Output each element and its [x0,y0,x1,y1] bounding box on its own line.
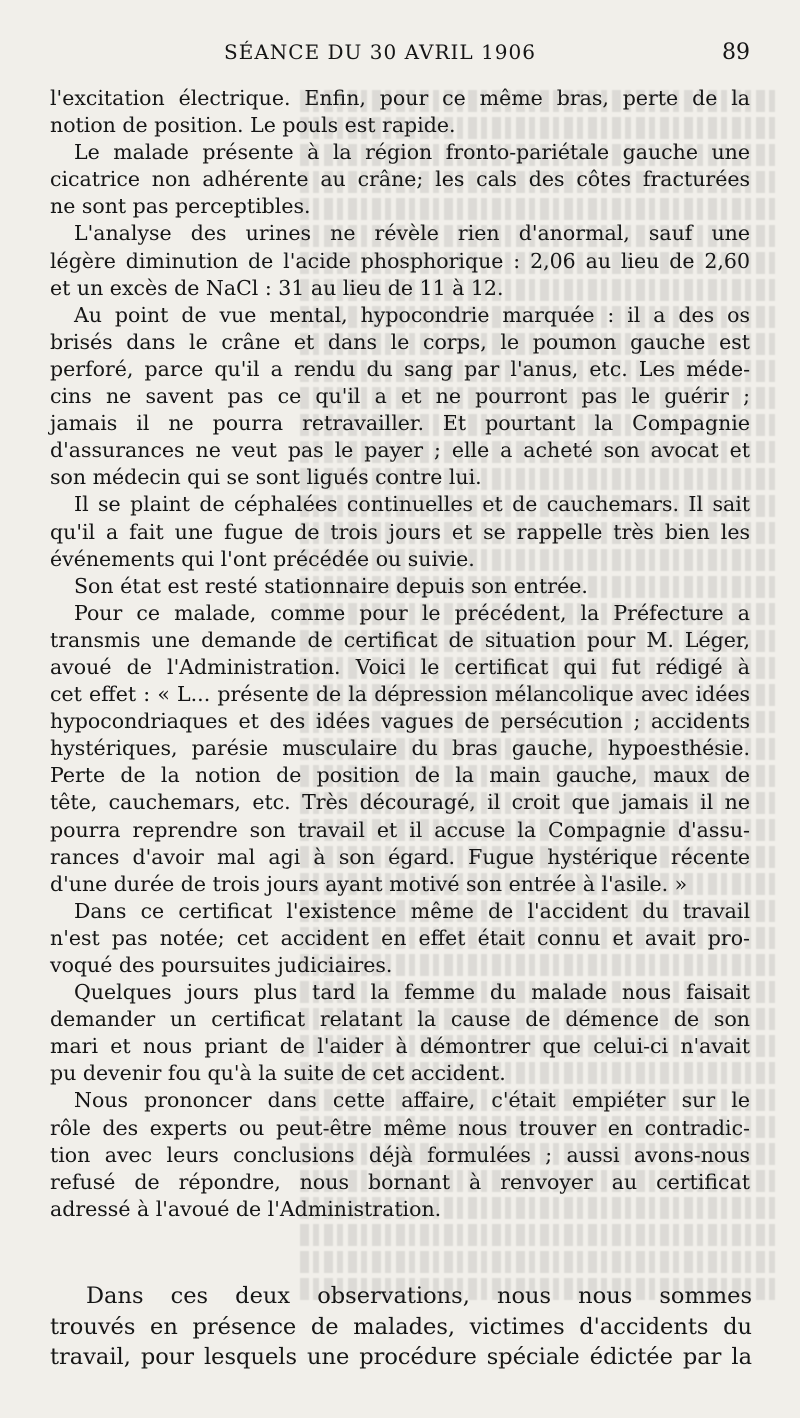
text-line: Pour ce malade, comme pour le précédent, la Préfecture a [74,600,750,625]
text-line: transmis une demande de certificat de situation pour M. Léger, [50,627,750,652]
text-line: Dans ce certificat l'existence même de l'accident du travail [74,898,750,923]
text-line: Au point de vue mental, hypocondrie marquée : il a des os [74,302,750,327]
page-number: 89 [722,40,750,65]
text-line: tête, cauchemars, etc. Très découragé, il croit que jamais il ne [50,790,750,815]
text-line: brisés dans le crâne et dans le corps, le poumon gauche est [50,329,750,354]
text-line: hystériques, parésie musculaire du bras gauche, hypoesthésie. [50,736,750,761]
text-line: Dans ces deux observations, nous nous sommes [86,1283,752,1309]
text-line: cins ne savent pas ce qu'il a et ne pourront pas le guérir ; [50,384,750,409]
text-line: travail, pour lesquels une procédure spéciale édictée par la [50,1344,752,1370]
text-line: cet effet : « L... présente de la dépression mélancolique avec idées [50,682,750,707]
text-line: jamais il ne pourra retravailler. Et pourtant la Compagnie [50,411,750,436]
text-line: avoué de l'Administration. Voici le certificat qui fut rédigé à [50,654,750,679]
text-line: ne sont pas perceptibles. [50,194,311,219]
text-line: Nous prononcer dans cette affaire, c'était empiéter sur le [74,1088,750,1113]
text-line: légère diminution de l'acide phosphorique : 2,06 au lieu de 2,60 [50,248,750,273]
page-header [0,40,800,70]
text-line: cicatrice non adhérente au crâne; les cals des côtes fracturées [50,167,750,192]
text-line: mari et nous priant de l'aider à démontrer que celui-ci n'avait [50,1034,750,1059]
text-line: rôle des experts ou peut-être même nous trouver en contradic- [50,1115,750,1140]
text-line: voqué des poursuites judiciaires. [50,953,393,977]
text-line: pourra reprendre son travail et il accuse la Compagnie d'assu- [50,817,750,842]
text-line: Il se plaint de céphalées continuelles et de cauchemars. Il sait [74,492,750,517]
text-line: pu devenir fou qu'à la suite de cet accident. [50,1061,506,1086]
text-line: L'analyse des urines ne révèle rien d'anormal, sauf une [74,221,750,246]
text-line: événements qui l'ont précédée ou suivie. [50,546,475,571]
text-line: Quelques jours plus tard la femme du malade nous faisait [74,980,750,1005]
text-line: rances d'avoir mal agi à son égard. Fugue hystérique récente [50,844,750,869]
text-line: n'est pas notée; cet accident en effet était connu et avait pro- [50,925,750,950]
text-line: adressé à l'avoué de l'Administration. [50,1196,442,1221]
text-line: Perte de la notion de position de la main gauche, maux de [50,763,750,788]
text-line: l'excitation électrique. Enfin, pour ce même bras, perte de la [50,86,750,110]
text-line: refusé de répondre, nous bornant à renvoyer au certificat [50,1169,750,1194]
closing-paragraph [50,1281,752,1373]
body-text [50,85,750,1223]
text-line: perforé, parce qu'il a rendu du sang par l'anus, etc. Les méde- [50,356,750,381]
running-title: SÉANCE DU 30 AVRIL 1906 [224,40,536,64]
text-line: trouvés en présence de malades, victimes d'accidents du [50,1313,752,1340]
text-line: hypocondriaques et des idées vagues de persécution ; accidents [50,709,750,734]
text-line: et un excès de NaCl : 31 au lieu de 11 à 12. [50,275,504,300]
text-line: son médecin qui se sont ligués contre lui. [50,465,482,490]
text-line: Son état est resté stationnaire depuis son entrée. [74,573,588,598]
text-line: Le malade présente à la région fronto-pariétale gauche une [74,140,750,165]
text-line: demander un certificat relatant la cause de démence de son [50,1007,750,1032]
text-line: d'assurances ne veut pas le payer ; elle a acheté son avocat et [50,438,750,463]
text-line: qu'il a fait une fugue de trois jours et se rappelle très bien les [50,519,750,544]
text-line: notion de position. Le pouls est rapide. [50,113,456,138]
text-line: tion avec leurs conclusions déjà formulées ; aussi avons-nous [50,1142,750,1167]
text-line: d'une durée de trois jours ayant motivé son entrée à l'asile. » [50,871,688,896]
